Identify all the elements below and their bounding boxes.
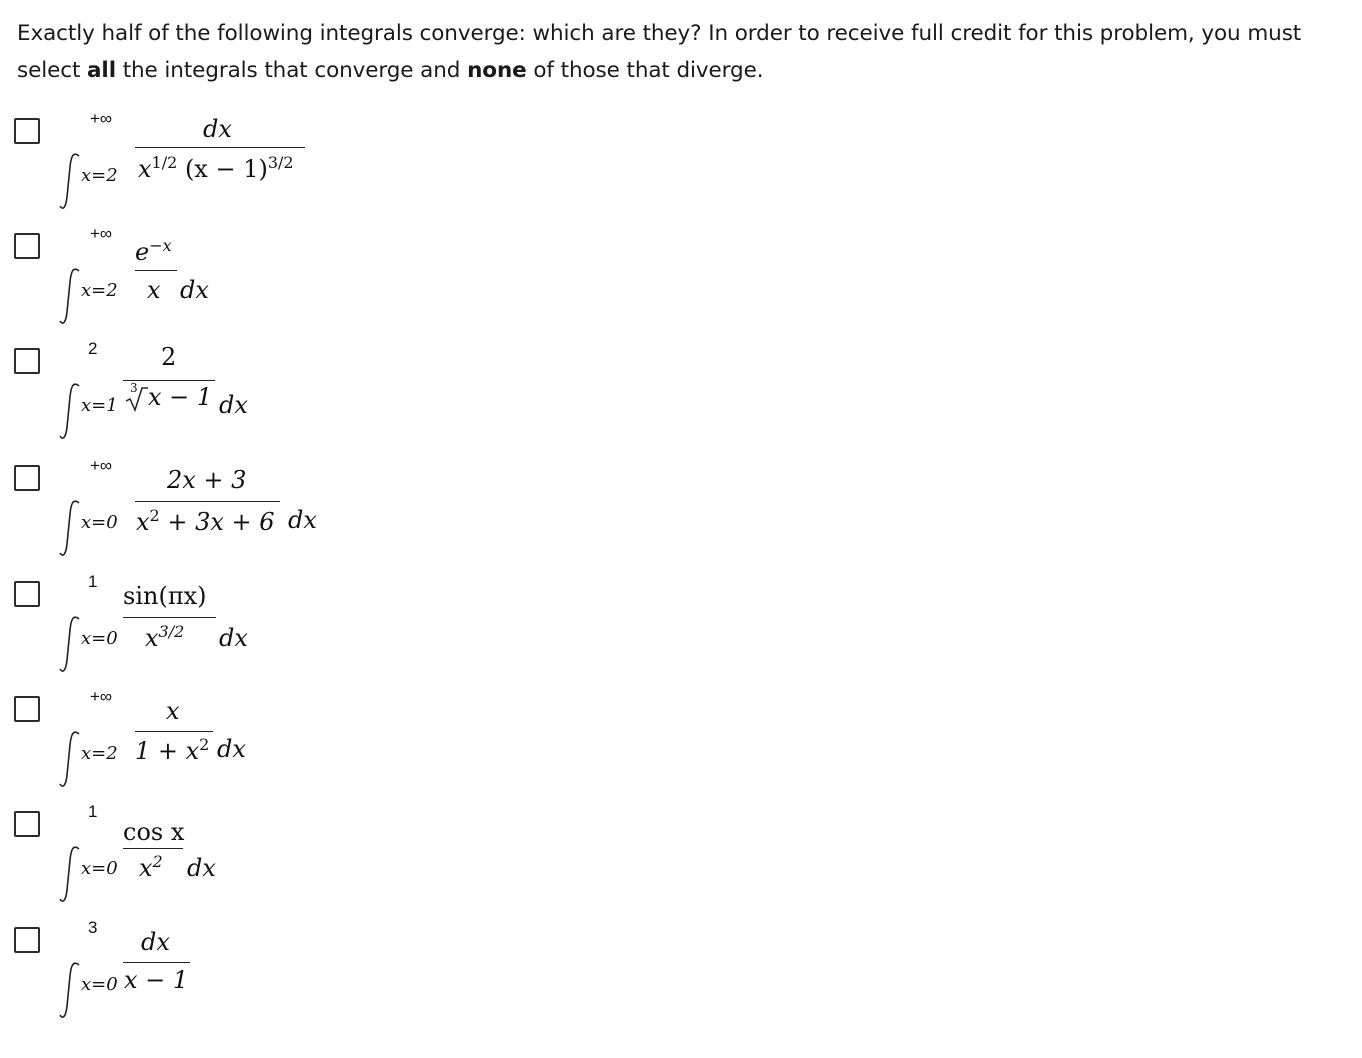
prompt-text: Exactly half of the following integrals converge: which are they? In order to receive full credit for this problem, you must select	[17, 21, 1302, 83]
prompt-bold-none: none	[467, 58, 527, 83]
prompt-text: of those that diverge.	[526, 58, 764, 83]
upper-limit: 2	[88, 339, 98, 358]
denominator: $x^{3/2}$	[145, 622, 185, 652]
upper-limit: +∞	[90, 109, 113, 128]
lower-limit: x=0	[81, 858, 118, 879]
fraction-bar	[135, 731, 213, 732]
option-5-integral	[0, 572, 420, 688]
option-1[interactable]	[0, 109, 420, 225]
denominator: x − 1	[124, 966, 189, 994]
differential: dx	[187, 854, 216, 882]
upper-limit: 1	[88, 572, 98, 591]
upper-limit: 3	[88, 918, 98, 937]
numerator: sin(πx)	[123, 582, 207, 610]
option-1-integral	[0, 109, 420, 225]
upper-limit: +∞	[90, 456, 113, 475]
numerator: dx	[141, 928, 170, 956]
fraction-bar	[123, 617, 216, 618]
fraction-bar	[135, 147, 305, 148]
fraction-bar	[135, 501, 280, 502]
option-4[interactable]	[0, 456, 420, 572]
option-3-integral	[0, 339, 420, 455]
question-prompt	[17, 15, 1347, 89]
upper-limit: +∞	[90, 224, 113, 243]
differential: dx	[217, 735, 246, 763]
numerator: x	[166, 697, 180, 725]
numerator: dx	[203, 115, 232, 143]
root-index: 3	[130, 381, 138, 395]
fraction-bar	[123, 962, 190, 963]
upper-limit: +∞	[90, 687, 113, 706]
option-4-integral	[0, 456, 420, 572]
option-7-integral	[0, 802, 420, 918]
denominator: x	[147, 276, 161, 304]
numerator: 2	[161, 343, 177, 371]
option-2-integral	[0, 224, 420, 340]
numerator: 2x + 3	[167, 466, 247, 494]
option-2[interactable]	[0, 224, 420, 340]
option-3[interactable]	[0, 339, 420, 455]
denominator: $x^{1/2}$ $(x - 1)^{3/2}$	[138, 153, 294, 183]
lower-limit: x=2	[81, 165, 118, 186]
denominator: $x^2$	[139, 852, 163, 882]
lower-limit: x=0	[81, 974, 118, 995]
fraction-bar	[135, 270, 177, 271]
option-8-integral	[0, 918, 420, 1034]
option-8[interactable]	[0, 918, 420, 1034]
differential: dx	[180, 276, 209, 304]
option-5[interactable]	[0, 572, 420, 688]
prompt-text: the integrals that converge and	[115, 58, 468, 83]
prompt-bold-all: all	[87, 58, 116, 83]
numerator: $e^{-x}$	[135, 236, 172, 266]
fraction-bar	[123, 848, 183, 849]
lower-limit: x=1	[81, 395, 118, 416]
differential: dx	[219, 624, 248, 652]
denominator: x − 1	[148, 383, 213, 411]
differential: dx	[288, 506, 317, 534]
upper-limit: 1	[88, 802, 98, 821]
differential: dx	[219, 391, 248, 419]
numerator: cos x	[123, 818, 185, 846]
option-7[interactable]	[0, 802, 420, 918]
denominator: $1 + x^2$	[135, 735, 210, 765]
lower-limit: x=0	[81, 512, 118, 533]
lower-limit: x=2	[81, 743, 118, 764]
option-6-integral	[0, 687, 420, 803]
lower-limit: x=0	[81, 628, 118, 649]
option-6[interactable]	[0, 687, 420, 803]
denominator: $x^2 + 3x + 6$	[136, 506, 275, 536]
lower-limit: x=2	[81, 280, 118, 301]
